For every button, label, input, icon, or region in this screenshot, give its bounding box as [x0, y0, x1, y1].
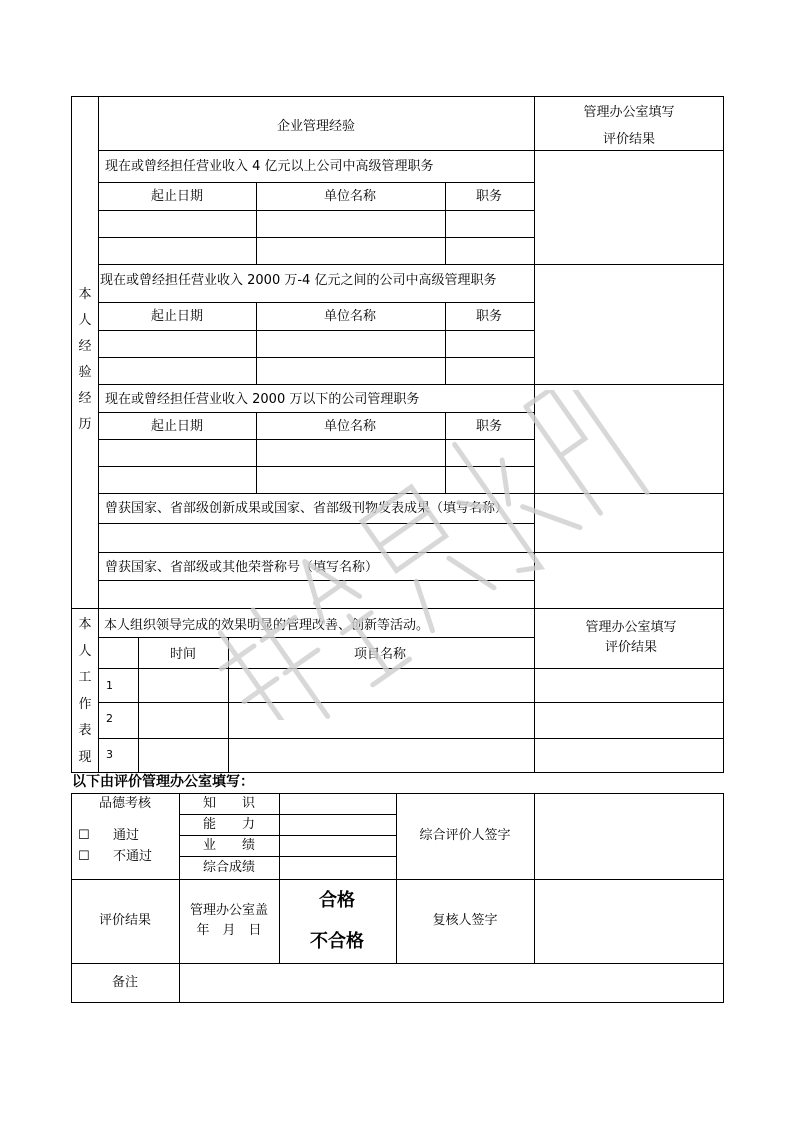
date-line: 年 月 日	[196, 923, 262, 938]
fail-label: 不通过	[113, 849, 153, 864]
knowledge-label: 知 识	[202, 796, 256, 811]
remarks-label: 备注	[111, 975, 139, 990]
side-char: 人	[78, 643, 92, 659]
work-title: 本人组织领导完成的效果明显的管理改善、创新等活动。	[104, 618, 430, 633]
side-char: 本	[78, 287, 92, 302]
block1-title: 现在或曾经担任营业收入 4 亿元以上公司中高级管理职务	[105, 159, 434, 174]
col-unit-header: 单位名称	[323, 189, 377, 204]
overall-signer-label: 综合评价人签字	[419, 828, 511, 843]
experience-side-label	[75, 282, 95, 438]
col-unit-header: 单位名称	[323, 309, 377, 324]
side-char: 表	[78, 723, 92, 738]
side-char: 本	[78, 617, 92, 632]
pass-checkbox[interactable]: ☐	[78, 828, 90, 843]
qualified-option[interactable]: 合格	[319, 890, 355, 911]
side-char: 经	[78, 339, 92, 354]
col-unit-header: 单位名称	[323, 419, 377, 434]
side-char: 现	[78, 749, 92, 765]
eval-header-line1: 管理办公室填写	[583, 105, 675, 120]
row-number: 2	[106, 712, 113, 725]
work-side-label	[75, 612, 95, 771]
total-score-label: 综合成绩	[202, 860, 256, 875]
eval-header-line2: 评价结果	[602, 132, 656, 147]
col-project-header: 项目名称	[353, 647, 407, 662]
performance-label: 业 绩	[202, 838, 256, 853]
work-eval-header-line2: 评价结果	[604, 640, 658, 655]
col-date-header: 起止日期	[150, 189, 204, 204]
col-post-header: 职务	[475, 189, 503, 204]
result-label: 评价结果	[98, 913, 152, 928]
side-char: 历	[78, 417, 92, 432]
pass-label: 通过	[113, 828, 140, 843]
side-char: 验	[78, 365, 92, 380]
block2-title: 现在或曾经担任营业收入 2000 万-4 亿元之间的公司中高级管理职务	[100, 273, 497, 288]
fail-checkbox[interactable]: ☐	[78, 849, 90, 864]
office-seal-label: 管理办公室盖	[189, 903, 269, 918]
col-date-header: 起止日期	[150, 309, 204, 324]
side-char: 人	[78, 313, 92, 328]
ability-label: 能 力	[202, 817, 256, 832]
col-time-header: 时间	[169, 647, 197, 662]
moral-check-label: 品德考核	[98, 796, 152, 811]
reviewer-signer-label: 复核人签字	[432, 913, 498, 928]
col-post-header: 职务	[475, 419, 503, 434]
unqualified-option[interactable]: 不合格	[310, 931, 364, 952]
side-char: 工	[78, 670, 92, 685]
office-section-heading: 以下由评价管理办公室填写：	[72, 774, 254, 790]
side-char: 作	[78, 696, 92, 712]
work-eval-header-line1: 管理办公室填写	[585, 620, 677, 635]
block3-title: 现在或曾经担任营业收入 2000 万以下的公司管理职务	[105, 392, 420, 407]
col-post-header: 职务	[475, 309, 503, 324]
side-char: 经	[78, 391, 92, 406]
row-number: 1	[106, 679, 113, 692]
col-date-header: 起止日期	[150, 419, 204, 434]
experience-header-title: 企业管理经验	[276, 119, 356, 134]
row-number: 3	[106, 748, 113, 761]
award1-label: 曾获国家、省部级创新成果或国家、省部级刊物发表成果（填写名称）	[105, 501, 509, 516]
award2-label: 曾获国家、省部级或其他荣誉称号（填写名称）	[105, 560, 379, 575]
